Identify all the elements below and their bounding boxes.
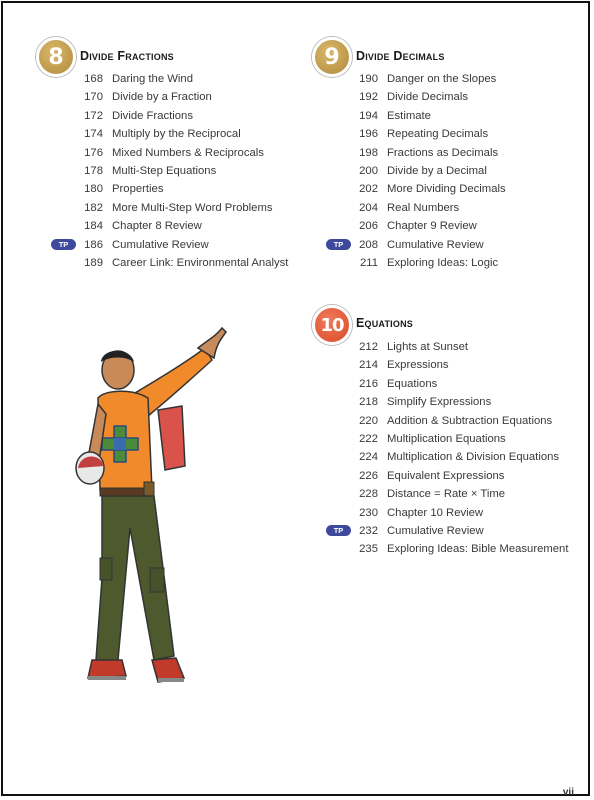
toc-entry-title: Multiplication & Division Equations: [387, 451, 560, 464]
toc-page-number: 211: [359, 256, 378, 269]
toc-page-number: 172: [84, 109, 103, 122]
toc-entry[interactable]: [358, 199, 578, 217]
toc-page-number: 230: [359, 506, 378, 519]
toc-entry-title: Exploring Ideas: Logic: [387, 256, 499, 269]
toc-entry[interactable]: [358, 412, 578, 430]
toc-entry-title: Equivalent Expressions: [387, 469, 505, 482]
toc-entry[interactable]: [358, 448, 578, 466]
chapter-title: Equations: [356, 316, 413, 330]
toc-entry-title: Daring the Wind: [112, 73, 193, 85]
toc-page-number: 184: [84, 220, 103, 233]
toc-page-number: 226: [359, 469, 378, 482]
toc-page-number: 196: [359, 128, 378, 141]
toc-entry-title: Chapter 10 Review: [387, 506, 484, 519]
toc-entry-title: Divide Fractions: [112, 109, 193, 122]
toc-page-number: 189: [84, 256, 103, 269]
toc-entry-title: Cumulative Review: [112, 238, 209, 251]
toc-entry-title: Divide Decimals: [387, 91, 468, 104]
toc-page-number: 186: [84, 238, 103, 251]
toc-entry-title: Divide by a Fraction: [112, 91, 212, 104]
toc-entry[interactable]: [358, 88, 578, 106]
toc-entry-title: Mixed Numbers & Reciprocals: [112, 146, 264, 159]
chapter-number-badge: 9: [312, 37, 352, 77]
toc-page-number: 202: [359, 183, 378, 196]
toc-page-number: 232: [359, 524, 378, 537]
toc-page-number: 192: [359, 91, 378, 104]
toc-entry[interactable]: [358, 356, 578, 374]
toc-entry-title: More Dividing Decimals: [387, 183, 506, 196]
toc-entry-title: Addition & Subtraction Equations: [387, 414, 553, 427]
toc-page-number: 176: [84, 146, 103, 159]
toc-entry-title: Chapter 9 Review: [387, 220, 477, 233]
toc-entry[interactable]: [358, 144, 578, 162]
toc-entry-title: Repeating Decimals: [387, 128, 489, 141]
toc-entry[interactable]: [358, 485, 578, 503]
toc-page-number: 222: [359, 432, 378, 445]
toc-entry-title: Divide by a Decimal: [387, 164, 487, 177]
toc-entry[interactable]: [83, 162, 303, 180]
toc-page-number: 208: [359, 238, 378, 251]
toc-page-number: 206: [359, 220, 378, 233]
toc-entry[interactable]: [358, 254, 578, 272]
toc-entry[interactable]: [83, 107, 303, 125]
toc-page-number: 180: [84, 183, 103, 196]
toc-entry[interactable]: [83, 180, 303, 198]
toc-page-number: 174: [84, 128, 103, 141]
toc-entry-title: Multiplication Equations: [387, 432, 506, 445]
toc-entry[interactable]: [358, 375, 578, 393]
toc-entry-title: Chapter 8 Review: [112, 220, 202, 233]
boy-pointing-illustration: [70, 318, 230, 698]
toc-page-number: 182: [84, 201, 103, 214]
toc-entry[interactable]: [358, 393, 578, 411]
toc-entry-title: Multiply by the Reciprocal: [112, 128, 241, 141]
toc-entry[interactable]: [358, 504, 578, 522]
toc-entry[interactable]: [83, 199, 303, 217]
toc-page-number: 235: [359, 543, 378, 556]
chapter-title: Divide Fractions: [80, 49, 174, 63]
toc-entry[interactable]: [83, 125, 303, 143]
toc-page-number: 218: [359, 396, 378, 409]
toc-page-number: 200: [359, 164, 378, 177]
toc-entry[interactable]: [358, 125, 578, 143]
chapter-entry-list: [333, 70, 578, 272]
toc-entry[interactable]: [83, 144, 303, 162]
toc-entry-title: Real Numbers: [387, 201, 460, 214]
toc-entry-title: Lights at Sunset: [387, 341, 469, 353]
toc-entry-title: Distance = Rate × Time: [387, 488, 506, 501]
toc-entry-title: Exploring Ideas: Bible Measurement: [387, 543, 569, 556]
toc-entry-title: Expressions: [387, 359, 449, 372]
toc-entry[interactable]: [358, 540, 578, 558]
toc-page-number: 228: [359, 488, 378, 501]
toc-page-number: 168: [84, 73, 103, 85]
toc-entry[interactable]: [358, 70, 578, 88]
toc-entry-title: Properties: [112, 183, 164, 196]
toc-entry-title: Simplify Expressions: [387, 396, 492, 409]
toc-entry-title: Multi-Step Equations: [112, 164, 217, 177]
toc-page-number: 198: [359, 146, 378, 159]
toc-entry[interactable]: [83, 70, 303, 88]
toc-entry[interactable]: [358, 107, 578, 125]
toc-entry[interactable]: [358, 217, 578, 235]
toc-page-number: 212: [359, 341, 378, 353]
toc-page-number: 194: [359, 109, 378, 122]
toc-page-number: 220: [359, 414, 378, 427]
toc-entry[interactable]: [58, 236, 303, 254]
toc-entry[interactable]: [358, 162, 578, 180]
toc-page-number: 190: [359, 73, 378, 85]
toc-entry[interactable]: [358, 338, 578, 356]
page-number: vii: [562, 787, 574, 798]
chapter-number-badge: 8: [36, 37, 76, 77]
toc-entry[interactable]: [333, 236, 578, 254]
toc-entry[interactable]: [333, 522, 578, 540]
tp-badge: TP: [51, 239, 76, 250]
toc-page-number: 170: [84, 91, 103, 104]
toc-page-number: 204: [359, 201, 378, 214]
toc-page-number: 216: [359, 377, 378, 390]
toc-entry-title: Estimate: [387, 109, 431, 122]
toc-entry-title: Equations: [387, 377, 438, 390]
toc-entry-title: Career Link: Environmental Analyst: [112, 256, 289, 269]
chapter-title: Divide Decimals: [356, 49, 445, 63]
toc-page-number: 178: [84, 164, 103, 177]
toc-page-number: 224: [359, 451, 378, 464]
toc-entry[interactable]: [83, 88, 303, 106]
toc-entry-title: More Multi-Step Word Problems: [112, 201, 273, 214]
toc-entry-title: Cumulative Review: [387, 238, 484, 251]
toc-entry[interactable]: [83, 254, 303, 272]
toc-entry[interactable]: [358, 430, 578, 448]
chapter-entry-list: [58, 70, 303, 272]
toc-entry[interactable]: [83, 217, 303, 235]
toc-entry-title: Cumulative Review: [387, 524, 484, 537]
toc-entry[interactable]: [358, 467, 578, 485]
chapter-number-badge: 10: [312, 305, 352, 345]
tp-badge: TP: [326, 239, 351, 250]
toc-entry-title: Danger on the Slopes: [387, 73, 497, 85]
toc-entry-title: Fractions as Decimals: [387, 146, 499, 159]
toc-entry[interactable]: [358, 180, 578, 198]
toc-page-number: 214: [359, 359, 378, 372]
chapter-entry-list: [333, 338, 578, 559]
tp-badge: TP: [326, 525, 351, 536]
